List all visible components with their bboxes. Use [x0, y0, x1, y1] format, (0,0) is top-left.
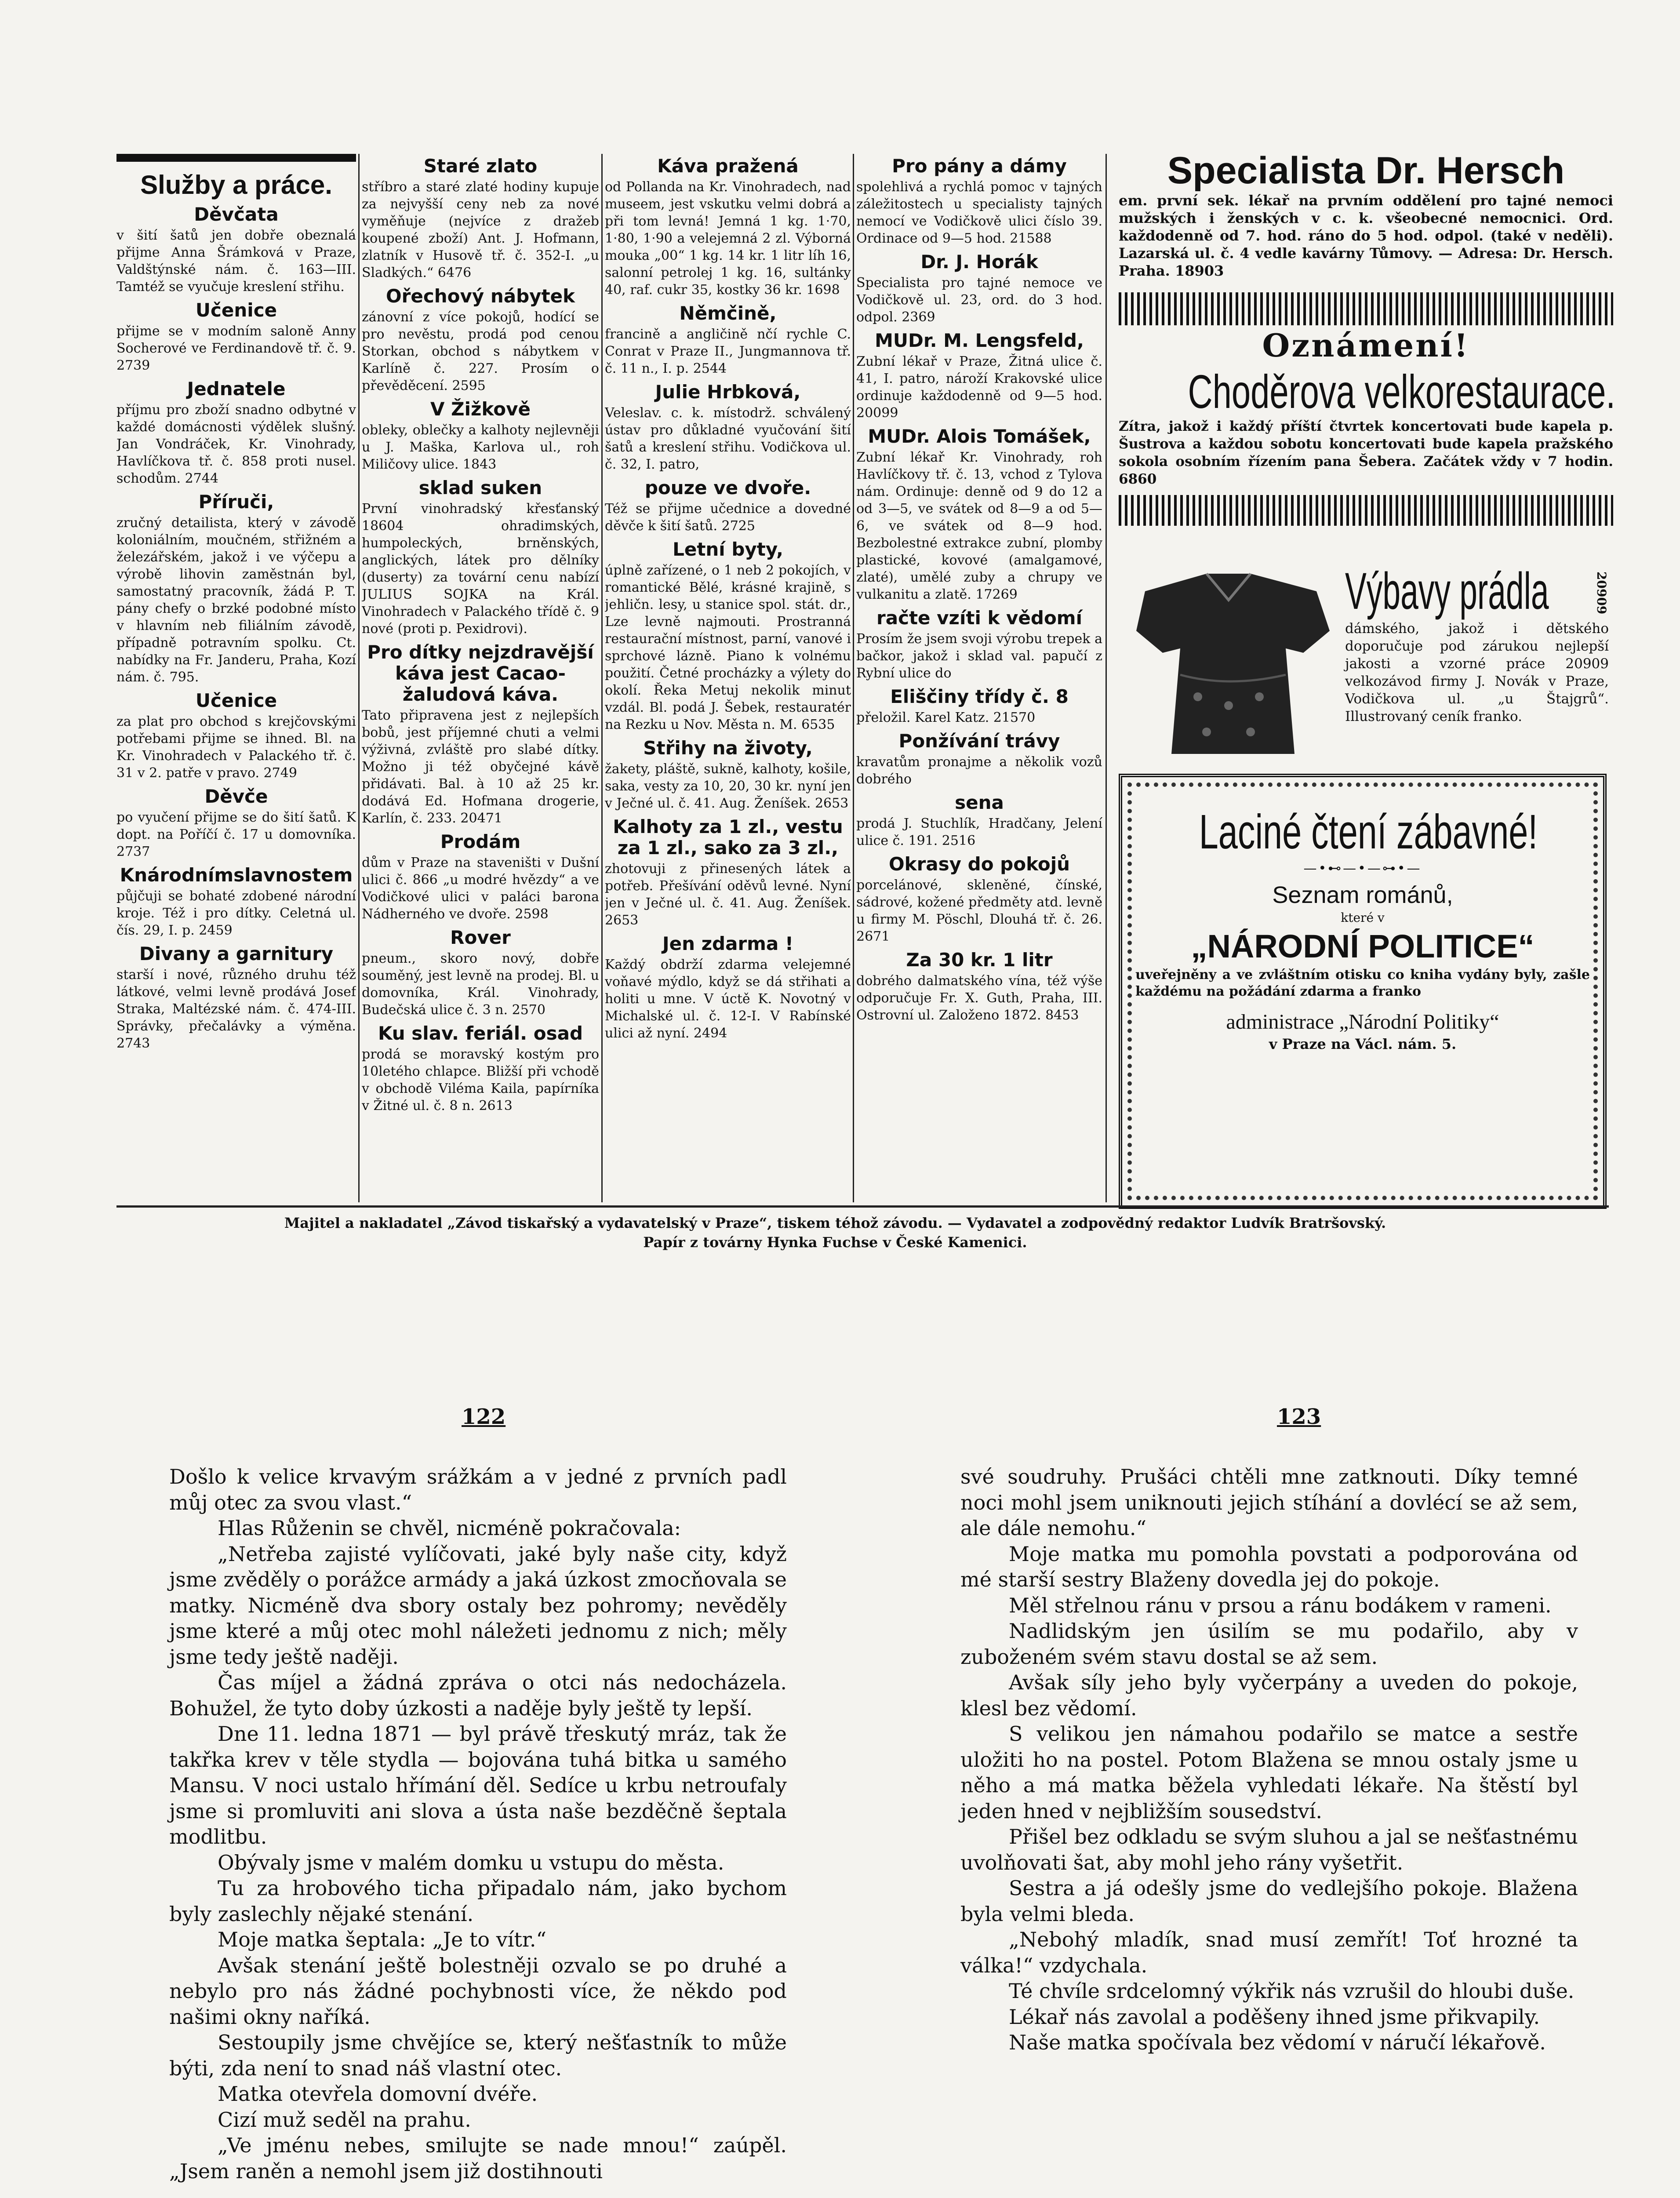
- column-coffee: [605, 154, 851, 1205]
- book-paragraph: Avšak stenání ještě bolestněji ozvalo se po druhé a nebylo pro nás žádné pochybnosti více, že někdo pod našimi okny naříká.: [169, 1953, 787, 2029]
- ad-text: Každý obdrží zdarma velejemné voňavé mýdlo, když se dá střihati a holiti u mne. V úctě K. Novotný v Michalské ul. č. 12-I. V Rabínské ulici až nyní. 2494: [605, 957, 851, 1041]
- ad-heading: V Žižkově: [430, 398, 531, 420]
- classified-ad: [856, 328, 1102, 422]
- ad-heading: sklad suken: [418, 477, 542, 499]
- announcement-title: Oznámení!: [1262, 327, 1470, 364]
- page-number-right: 123: [1277, 1405, 1321, 1429]
- header-bar: [116, 154, 356, 162]
- book-paragraph: Došlo k velice krvavým srážkám a v jedné z prvních padl můj otec za svou vlast.“: [169, 1465, 787, 1514]
- hersch-text: em. první sek. lékař na prvním oddělení pro tajné nemoci mužských i ženských v c. k. všeobecné nemocnici. Ord. každodenně od 7. hod. ráno do 5 hod. odpol. (také v neděli). Lazarská ul. č. 4 vedle kavárny Tůmovy. — Adresa: Dr. Hersch. Praha. 18903: [1119, 192, 1613, 279]
- ad-text: starší i nové, různého druhu též látkové, velmi levně prodává Josef Straka, Maltézské nám. č. 474-III. Správky, přečalávky a výměna. 2743: [116, 967, 356, 1051]
- ad-heading: Pro dítky nejzdravější káva jest Cacao-žaludová káva.: [367, 641, 594, 705]
- book-paragraph: své soudruhy. Prušáci chtěli mne zatknouti. Díky temné noci mohl jsem uniknouti jejich stíhání a dovlécí se až sem, ale dále nemohu.“: [960, 1465, 1578, 1540]
- classified-ad: [605, 301, 851, 377]
- book-paragraph: Dne 11. ledna 1871 — byl právě třeskutý mráz, tak že takřka krev v těle stydla — bojována tuhá bitka u samého Mansu. V noci ustalo hřímání děl. Sedíce u krbu netroufaly jsme si promluviti ani slova a ústa naše bezděčně šeptala modlitbu.: [169, 1722, 787, 1849]
- book-paragraph: Tu za hrobového ticha připadalo nám, jako bychom byly zaslechly nějaké stenání.: [169, 1876, 787, 1926]
- ad-vybavy: [1345, 563, 1609, 725]
- frame-newspaper-name: „NÁRODNÍ POLITICE“: [1191, 928, 1535, 964]
- book-paragraph: Obývaly jsme v malém domku u vstupu do města.: [218, 1850, 724, 1874]
- ad-text: přeložil. Karel Katz. 21570: [856, 710, 1036, 725]
- ad-choderova: [1119, 292, 1616, 526]
- classified-ad: [362, 925, 599, 1019]
- column-services: [116, 154, 356, 1205]
- ad-text: za plat pro obchod s krejčovskými potřebami přijme se ihned. Bl. na Kr. Vinohradech v Palackého tř. č. 31 v 2. patře v pravo. 2749: [116, 714, 356, 781]
- book-paragraph: „Ve jménu nebes, smilujte se nade mnou!“ zaúpěl. „Jsem raněn a nemohl jsem již dostihnouti: [169, 2133, 787, 2183]
- ad-text: půjčuji se bohaté zdobené národní kroje. Též i pro dítky. Celetná ul. čís. 29, I. p. 2459: [116, 888, 356, 938]
- classified-ad: [605, 932, 851, 1042]
- classified-ad: [362, 476, 599, 637]
- book-paragraph: „Nebohý mladík, snad musí zemřít! Toť hrozné ta válka!“ vzdychala.: [960, 1928, 1578, 1977]
- ad-text: Veleslav. c. k. místodrž. schválený ústav pro důkladné vyučování šití šatů a kreslení střihu. Vodičkova ul. č. 32, I. patro,: [605, 405, 851, 472]
- classified-ad: [605, 537, 851, 733]
- classified-ad: [856, 948, 1102, 1024]
- classified-ad: [605, 154, 851, 298]
- book-paragraph: Sestra a já odešly jsme do vedlejšího pokoje. Blažena byla velmi bleda.: [960, 1876, 1578, 1926]
- vybavy-text: dámského, jakož i dětského doporučuje pod zárukou nejlepší jakosti a vzorné práce 20909 velkozávod firmy J. Novák v Praze, Vodičkova ul. „u Štajgrů“. Illustrovaný ceník franko.: [1345, 621, 1609, 724]
- ad-text: První vinohradský křesťanský 18604 ohradimských, humpoleckých, brněnských, anglických, látek pro dělníky (duserty) za tovární cenu nabízí JULIUS SOJKA na Král. Vinohradech v Palackého třídě č. 9 nové (proti p. Pexidrovi).: [362, 501, 599, 637]
- frame-admin: administrace „Národní Politiky“: [1226, 1010, 1499, 1033]
- column-divider: [358, 154, 360, 1202]
- imprint: [132, 1213, 1538, 1252]
- ad-heading: Kalhoty za 1 zl., vestu za 1 zl., sako za 3 zl.,: [613, 816, 843, 859]
- ad-text: obleky, oblečky a kalhoty nejlevněji u J. Maška, Karlova ul., roh Miličovy ulice. 1843: [362, 422, 599, 472]
- classified-ad: [856, 424, 1102, 603]
- bottom-rule: [116, 1205, 1609, 1208]
- classified-ad: [856, 154, 1102, 247]
- ad-text: úplně zařízené, o 1 neb 2 pokojích, v romantické Bělé, krásné krajině, s jehličn. lesy, u stanice spol. stát. dr., Lze levně najmouti. Prostranná restaurační místnost, parní, vanové i sprchové lázně. Piano k volnému použití. Četné procházky a výlety do okolí. Řeka Metuj nekolik minut vzdál. Bl. podá J. Šebek, restauratér na Rezku u Nov. Města n. M. 6535: [605, 563, 851, 732]
- book-paragraph: Avšak síly jeho byly vyčerpány a uveden do pokoje, klesl bez vědomí.: [960, 1670, 1578, 1720]
- ad-text: Tato připravena jest z nejlepších bobů, jest příjemné chuti a velmi výživná, zvláště pro slabé dítky. Možno ji též obyčejné kávě přidávati. Bal. à 10 až 25 kr. dodává Ed. Hofmana drogerie, Karlín, č. 233. 20471: [362, 708, 599, 826]
- hersch-title: Specialista Dr. Hersch: [1167, 149, 1565, 192]
- ad-text: dům v Praze na staveništi v Dušní ulici č. 866 „u modré hvězdy“ a ve Vodičkové ulici v paláci barona Nádherného ve dvoře. 2598: [362, 855, 599, 922]
- ad-heading: Ořechový nábytek: [385, 285, 575, 307]
- ad-heading: Pro pány a dámy: [892, 155, 1067, 177]
- ad-text: zhotovuji z přinesených látek a potřeb. Přešívání oděvů levné. Nyní jen v Ječné ul. č. 41. Aug. Ženíšek. 2653: [605, 861, 851, 928]
- book-paragraph: Moje matka mu pomohla povstati a podporována od mé starší sestry Blaženy dovedla jej do pokoje.: [960, 1542, 1578, 1591]
- classified-ad: [116, 377, 356, 487]
- ad-heading: Za 30 kr. 1 litr: [906, 949, 1053, 971]
- classified-ad: [605, 736, 851, 812]
- ad-text: Prosím že jsem svoji výrobu trepek a bačkor, jakož i sklad val. papučí z Rybní ulice do: [856, 631, 1102, 681]
- ad-cheap-reading: [1119, 774, 1607, 1209]
- ad-text: v šití šatů jen dobře obeznalá přijme Anna Šrámková v Praze, Valdštýnské nám. č. 163—III. Tamtéž se vyučuje kreslení střihu.: [116, 228, 356, 295]
- classified-ad: [362, 154, 599, 281]
- ad-heading: Letní byty,: [673, 539, 783, 560]
- ad-heading: Julie Hrbková,: [655, 381, 801, 403]
- classified-ad: [605, 815, 851, 929]
- ad-heading: račte vzíti k vědomí: [876, 607, 1082, 629]
- ad-text: porcelánové, skleněné, čínské, sádrové, kožené předměty atd. levně u firmy M. Pöschl, Dlouhá tř. č. 26. 2671: [856, 877, 1102, 944]
- ad-list: [605, 154, 851, 1042]
- classified-ad: [362, 640, 599, 827]
- ad-text: kravatům pronajme a několik vozů dobrého: [856, 754, 1102, 787]
- ornament-divider: —•⊷—•—⊶•—: [1303, 861, 1422, 876]
- ad-text: příjmu pro zboží snadno odbytné v každé domácnosti výdělek slušný. Jan Vondráček, Kr. Vinohrady, Havlíčkova tř. č. 858 proti nusel. schodům. 2744: [116, 402, 356, 486]
- ad-text: spolehlivá a rychlá pomoc v tajných záležitostech u specialisty tajných nemocí ve Vodičkově ulici číslo 39. Ordinace od 9—5 hod. 21588: [856, 179, 1102, 246]
- frame-title: Laciné čtení zábavné!: [1199, 805, 1538, 859]
- classified-ad: [116, 490, 356, 686]
- ad-text: pneum., skoro nový, dobře souměný, jest levně na prodej. Bl. u domovníka, Král. Vinohrady, Budečská ulice č. 3 n. 2570: [362, 951, 599, 1018]
- book-paragraph: Sestoupily jsme chvějíce se, který nešťastník to může býti, zda není to snad náš vlastní otec.: [169, 2031, 787, 2080]
- book-paragraph: Cizí muž seděl na prahu.: [218, 2107, 471, 2132]
- ad-heading: Divany a garnitury: [139, 943, 334, 964]
- book-paragraph: Moje matka šeptala: „Je to vítr.“: [218, 1928, 546, 1951]
- ad-text: prodá se moravský kostým pro 10letého chlapce. Bližší při vchodě v obchodě Viléma Kaila, papírníka v Žitné ul. č. 8 n. 2613: [362, 1047, 599, 1114]
- classified-ad: [856, 606, 1102, 682]
- book-paragraph: Hlas Růženin se chvěl, nicméně pokračovala:: [218, 1516, 681, 1540]
- classified-ad: [116, 688, 356, 782]
- ad-text: Též se přijme učednice a dovedné děvče k šití šatů. 2725: [605, 501, 851, 534]
- column-divider: [1105, 154, 1107, 1202]
- classified-ad: [116, 202, 356, 295]
- ad-heading: pouze ve dvoře.: [644, 477, 811, 499]
- ad-text: stříbro a staré zlaté hodiny kupuje za nejvyšší ceny neb za nové vyměňuje (nejvíce z dražeb koupené zboží) Ant. J. Hofmann, zlatník v Husově tř. č. 352-I. „u Sladkých.“ 6476: [362, 179, 599, 280]
- classified-ad: [362, 284, 599, 394]
- ad-text: Zubní lékař Kr. Vinohrady, roh Havlíčkovy tř. č. 13, vchod z Tylova nám. Ordinuje: denně od 9 do 12 a od 3—5, ve svátek od 8—9 a od 5—6, ve svátek od 8—9 hod. Bezbolestné extrakce zubní, plomby plastické, kovové (amalgamové, zlaté), umělé zuby a chrupy ve vulkanitu a zlatě. 17269: [856, 450, 1102, 602]
- book-page-right: [960, 1464, 1578, 2056]
- vybavy-title: Výbavy prádla: [1345, 562, 1549, 620]
- ad-heading: Učenice: [195, 299, 277, 321]
- book-page-left: [169, 1464, 787, 2184]
- dress-illustration: [1119, 565, 1343, 767]
- ad-heading: Děvče: [204, 786, 268, 807]
- ad-heading: MUDr. M. Lengsfeld,: [875, 330, 1084, 351]
- classified-ad: [116, 784, 356, 860]
- book-paragraph: Nadlidským jen úsilím se mu podařilo, aby v zuboženém svém stavu dostal se až sem.: [960, 1619, 1578, 1669]
- classified-ad: [362, 1021, 599, 1114]
- book-paragraph: Té chvíle srdcelomný výkřik nás vzrušil do hloubi duše.: [1009, 1979, 1575, 2003]
- column-divider: [601, 154, 603, 1202]
- classified-ad: [362, 830, 599, 923]
- ad-heading: Eliščiny třídy č. 8: [890, 686, 1069, 707]
- ad-heading: Děvčata: [194, 204, 279, 225]
- ad-heading: Učenice: [195, 690, 277, 711]
- classified-ad: [116, 298, 356, 374]
- column-goods: [362, 154, 599, 1205]
- ad-text: dobrého dalmatského vína, též výše odporučuje Fr. X. Guth, Praha, III. Ostrovní ul. Založeno 1872. 8453: [856, 973, 1102, 1023]
- section-title: Služby a práce.: [140, 170, 332, 200]
- book-paragraph: Matka otevřela domovní dvéře.: [218, 2082, 538, 2106]
- book-paragraph: S velikou jen námahou podařilo se matce a sestře uložiti ho na postel. Potom Blažena se mnou ostaly jsme u něho a má matka běžela vyhledati lékaře. Na štěstí byl jeden hned v nejbližším sousedství.: [960, 1722, 1578, 1823]
- striped-band: [1119, 495, 1613, 526]
- ad-heading: sena: [955, 792, 1004, 813]
- vybavy-code: 20909: [1594, 571, 1609, 615]
- classified-ad: [362, 397, 599, 473]
- ad-heading: Ponžívání trávy: [898, 730, 1060, 752]
- classified-ad: [116, 942, 356, 1052]
- ad-text: francině a angličině nčí rychle C. Conrat v Praze II., Jungmannova tř. č. 11 n., I. p. 2544: [605, 327, 851, 376]
- book-paragraph: Naše matka spočívala bez vědomí v náručí lékařově.: [1009, 2031, 1546, 2054]
- classified-ad: [605, 476, 851, 535]
- ad-heading: Němčině,: [679, 302, 777, 324]
- ad-list: [116, 202, 356, 1052]
- ad-list: [856, 154, 1102, 1024]
- page-number-left: 122: [462, 1405, 506, 1429]
- ad-dr-hersch: [1119, 149, 1613, 280]
- book-paragraph: Lékař nás zavolal a poděšeny ihned jsme přikvapily.: [1009, 2005, 1540, 2029]
- frame-subtitle: Seznam románů,: [1272, 882, 1453, 908]
- frame-subtitle-2: které v: [1341, 910, 1385, 925]
- frame-address: v Praze na Václ. nám. 5.: [1269, 1036, 1457, 1052]
- classified-ad: [856, 852, 1102, 945]
- column-doctors: [856, 154, 1102, 1205]
- classified-ad: [605, 380, 851, 473]
- ad-heading: Rover: [450, 927, 511, 948]
- ad-heading: Příruči,: [198, 491, 274, 513]
- ad-list: [362, 154, 599, 1114]
- ad-heading: Střihy na životy,: [643, 737, 813, 759]
- restaurant-name: Choděrova velkorestaurace.: [1188, 365, 1616, 418]
- imprint-line-2: Papír z továrny Hynka Fuchse v České Kamenici.: [643, 1234, 1027, 1251]
- ad-text: přijme se v modním saloně Anny Socherové ve Ferdinandově tř. č. 9. 2739: [116, 324, 356, 373]
- book-paragraph: Přišel bez odkladu se svým sluhou a jal se nešťastnému uvolňovati šat, aby mohl jeho rány vyšetřit.: [960, 1825, 1578, 1874]
- classified-ad: [856, 250, 1102, 326]
- ad-text: po vyučení přijme se do šití šatů. K dopt. na Poříčí č. 17 u domovníka. 2737: [116, 810, 356, 859]
- ad-heading: Staré zlato: [423, 155, 538, 177]
- ad-text: zánovní z více pokojů, hodící se pro nevěstu, prodá pod cenou Storkan, obchod s nábytkem v Karlíně č. 227. Prosím o převěděcení. 2595: [362, 309, 599, 393]
- dress-icon: [1119, 565, 1343, 767]
- ad-heading: Ku slav. feriál. osad: [378, 1023, 583, 1044]
- ad-heading: MUDr. Alois Tomášek,: [868, 426, 1091, 447]
- imprint-line-1: Majitel a nakladatel „Závod tiskařský a vydavatelský v Praze“, tiskem téhož závodu. — Vydavatel a zodpovědný redaktor Ludvík Bratršovský.: [284, 1215, 1386, 1231]
- ad-heading: Jen zdarma !: [662, 933, 794, 954]
- classified-ad: [856, 790, 1102, 849]
- ad-text: zručný detailista, který v závodě koloniálním, moučném, střižném a železářském, jakož i ve výčepu a výrobě lihovin zaměstnán byl, samostatný pracovník, žádá P. T. pány chefy o brzké podobné místo v hlavním neb filiálním závodě, případně potravním spolku. Ct. nabídky na Fr. Janderu, Praha, Kozí nám. č. 795.: [116, 515, 356, 685]
- classified-ad: [856, 729, 1102, 788]
- frame-text: uveřejněny a ve zvláštním otisku co kniha vydány byly, zašle každému na požádání zdarma a franko: [1135, 967, 1590, 999]
- book-paragraph: Čas míjel a žádná zpráva o otci nás nedocházela. Bohužel, že tyto doby úzkosti a naděje byly ještě ty lepší.: [169, 1670, 787, 1720]
- announcement-text: Zítra, jakož i každý příští čtvrtek koncertovati bude kapela p. Šustrova a každou sobotu koncertovati bude kapela pražského sokola osobním řízením pana Šebera. Začátek vždy v 7 hodin. 6860: [1119, 418, 1613, 487]
- book-paragraph: „Netřeba zajisté vylíčovati, jaké byly naše city, když jsme zvěděly o porážce armády a jaká úzkost zmocňovala se matky. Nicméně dva sbory ostaly bez pohromy; nevěděly jsme které a můj otec mohl náležeti jednomu z nich; měly jsme tedy ještě naději.: [169, 1542, 787, 1669]
- ad-heading: Káva pražená: [657, 155, 799, 177]
- ad-text: prodá J. Stuchlík, Hradčany, Jelení ulice č. 191. 2516: [856, 816, 1102, 848]
- ad-text: Zubní lékař v Praze, Žitná ulice č. 41, I. patro, nároží Krakovské ulice ordinuje každodenně od 9—5 hod. 20099: [856, 354, 1102, 421]
- classified-ad: [116, 863, 356, 939]
- ad-heading: Knárodnímslavnostem: [120, 864, 353, 886]
- book-paragraph: Měl střelnou ránu v prsou a ránu bodákem v rameni.: [1009, 1593, 1552, 1617]
- ad-heading: Okrasy do pokojů: [888, 853, 1070, 875]
- ad-text: od Pollanda na Kr. Vinohradech, nad museem, jest vskutku velmi dobrá a při tom levná! Jemná 1 kg. 1·70, 1·80, 1·90 a velejemná 2 zl. Výborná mouka „00“ 1 kg. 14 kr. 1 litr líh 16, salonní petrolej 1 kg. 16, sultánky 40, raf. cukr 35, kostky 36 kr. 1698: [605, 179, 851, 298]
- ad-heading: Prodám: [440, 831, 521, 852]
- striped-band: [1119, 292, 1613, 325]
- classified-ad: [856, 684, 1102, 726]
- ad-text: Specialista pro tajné nemoce ve Vodičkově ul. 23, ord. do 3 hod. odpol. 2369: [856, 275, 1102, 325]
- ad-text: žakety, pláště, sukně, kalhoty, košile, saka, vesty za 10, 20, 30 kr. nyní jen v Ječné ul. č. 41. Aug. Ženíšek. 2653: [605, 761, 851, 811]
- ad-heading: Jednatele: [187, 378, 286, 400]
- ad-heading: Dr. J. Horák: [920, 251, 1038, 273]
- column-divider: [853, 154, 854, 1202]
